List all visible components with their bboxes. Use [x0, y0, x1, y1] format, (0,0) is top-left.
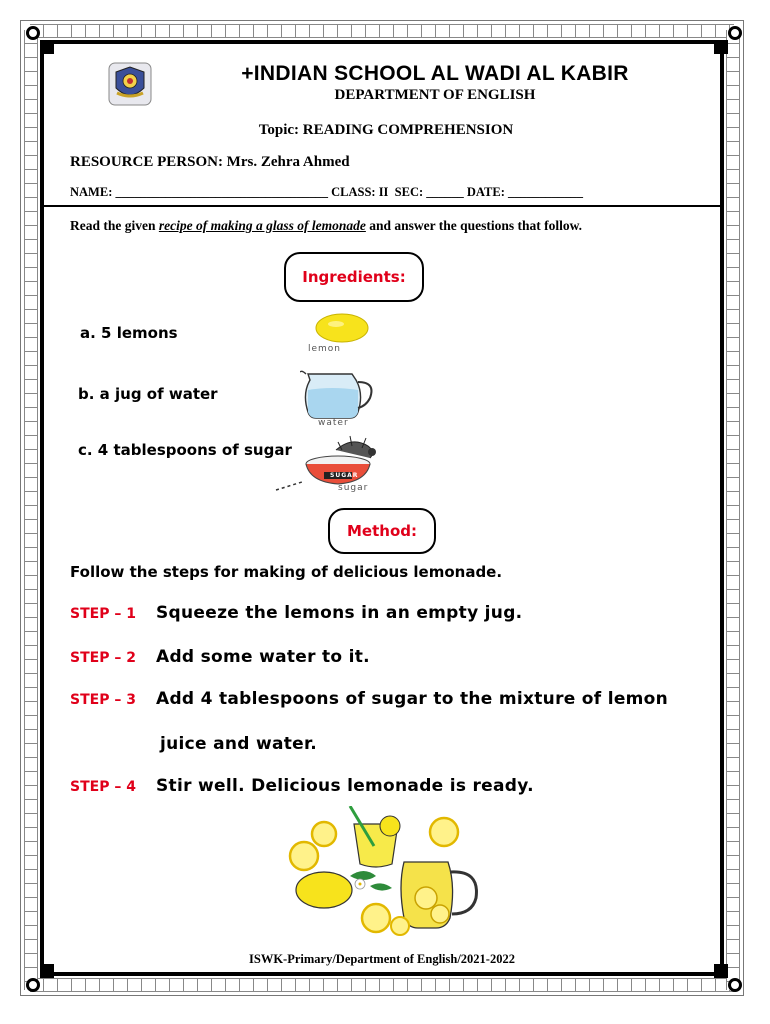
ingredient-item-lemons: a. 5 lemons: [80, 324, 178, 342]
page-border-stripe-top: [30, 24, 734, 38]
page-footer: ISWK-Primary/Department of English/2021-2022: [249, 952, 515, 966]
instruction-text: [70, 218, 582, 234]
ingredient-item-water: b. a jug of water: [78, 385, 218, 403]
sugar-bowl-with-ants-icon: [272, 428, 396, 494]
topic-title: Topic: READING COMPREHENSION: [258, 122, 514, 138]
water-picture-label: water: [318, 418, 349, 428]
step-label-4: STEP – 4: [70, 779, 136, 795]
student-info-row: [70, 185, 583, 200]
step-text-4: Stir well. Delicious lemonade is ready.: [156, 776, 534, 796]
sugar-picture-label: sugar: [338, 483, 369, 493]
school-name: +INDIAN SCHOOL AL WADI AL KABIR: [241, 62, 629, 85]
step-text-1: Squeeze the lemons in an empty jug.: [156, 603, 523, 623]
page-border-stripe-bottom: [30, 978, 734, 992]
ingredients-heading: Ingredients:: [284, 252, 424, 302]
school-crest-icon: [108, 62, 152, 106]
step-text-3: Add 4 tablespoons of sugar to the mixture of lemon: [156, 689, 669, 709]
date-label: DATE:: [466, 185, 505, 199]
date-field[interactable]: ____________: [508, 185, 583, 199]
department-name: DEPARTMENT OF ENGLISH: [334, 87, 536, 103]
sugar-bowl-label: SUGAR: [330, 472, 359, 479]
step-text-2: Add some water to it.: [156, 647, 370, 667]
name-label: NAME:: [70, 185, 113, 199]
method-heading: Method:: [328, 508, 436, 554]
section-label: SEC:: [394, 185, 424, 199]
name-field[interactable]: __________________________________: [115, 185, 328, 199]
class-label: CLASS: II: [331, 185, 389, 199]
lemonade-jug-and-lemons-icon: [280, 806, 500, 936]
water-jug-icon: [300, 368, 384, 424]
step-label-3: STEP – 3: [70, 692, 136, 708]
resource-person: RESOURCE PERSON: Mrs. Zehra Ahmed: [70, 154, 350, 170]
method-intro: Follow the steps for making of delicious lemonade.: [70, 563, 503, 581]
corner-ornament-top-right: [712, 26, 742, 56]
step-label-2: STEP – 2: [70, 650, 136, 666]
corner-ornament-top-left: [26, 26, 56, 56]
page-border-stripe-right: [726, 30, 740, 990]
step-text-3-continued: juice and water.: [160, 734, 317, 754]
section-field[interactable]: ______: [426, 185, 464, 199]
header-divider: [44, 205, 720, 207]
lemon-picture-label: lemon: [308, 344, 342, 354]
ingredient-item-sugar: c. 4 tablespoons of sugar: [78, 441, 292, 459]
instruction-underlined: recipe of making a glass of lemonade: [158, 218, 366, 233]
page-border-stripe-left: [24, 30, 38, 990]
instruction-after: and answer the questions that follow.: [365, 218, 583, 233]
step-label-1: STEP – 1: [70, 606, 136, 622]
instruction-before: Read the given: [70, 218, 159, 233]
